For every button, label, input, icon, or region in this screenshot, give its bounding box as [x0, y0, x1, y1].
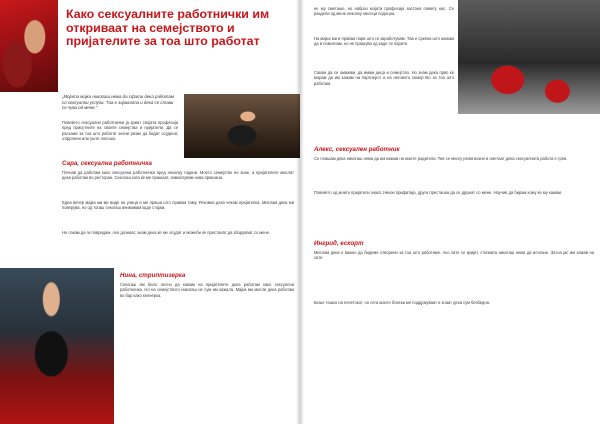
intro-paragraph: Повеќето сексуални работнички ја криат својата професија пред присутните на своите семејства и пријатели. Да се раскаже за тоа што работат значи ризик да бидат осудени, отфрлени или уште полошо.	[62, 120, 178, 141]
lead-quote: „Мојата мајка никогаш нема да сфати дека работам со сексуални услуги. Таа е зајакната и дека се стави се чува од мене.“	[62, 94, 174, 111]
section-heading-sara: Сара, сексуална работничка	[62, 160, 152, 167]
alex-paragraph-1: Се плашам дека никогаш нема да им кажам на моите родители. Тие се многу религиозни и сметаат дека сексуалната работа е грев.	[314, 156, 568, 161]
section-heading-nina: Нина, стриптизерка	[120, 272, 186, 279]
ingrid-paragraph-2: Беше тешко на почетокот, но сега моите блиски ме поддржуваат и знаат дека сум безбедна.	[314, 300, 490, 305]
money-paragraph: На мајка ми и праќам пари што ги заработувам. Таа е среќна што можам да ѝ помогнам, но не прашува од каде се парите.	[314, 36, 454, 47]
portrait-photo	[184, 94, 300, 158]
sara-paragraph-1: Почнав да работам како сексуална работничка пред неколку години. Моето семејство не знае, а пријателите мислат дека работам во ресторан. Секогаш кога ќе ме прашаат, измислувам нова приказна.	[62, 170, 294, 181]
sara-paragraph-2: Една вечер мајка ми ме виде на улица и ме праша што правам таму. Рековна дека чекам пријателка. Мислам дека ми поверува, но од тогаш секогаш внимавам каде стојам.	[62, 200, 294, 211]
section-heading-alex: Алекс, сексуален работник	[314, 146, 400, 153]
article-title: Како сексуалните работнички им откриваат на семејството и пријателите за тоа што работат	[66, 7, 270, 48]
future-paragraph: Сакам да се омажам, да имам деца и семејство. Но знам дека прво ќе морам да им кажам на партнерот и на неговото семејство за тоа што работам.	[314, 70, 454, 86]
continued-paragraph: не му сметаше, но набрзо мојата професија застана помеѓу нас. Се раздели од мене неколку месеци подоцна.	[314, 6, 454, 17]
page-fold	[296, 0, 304, 424]
heels-photo	[458, 0, 600, 114]
bottom-photo	[0, 268, 114, 424]
alex-paragraph-2: Повеќето од моите пријатели знаат. Некои прифатија, други престанаа да се дружат со мене. Научив да бирам кому ќе му кажам.	[314, 190, 563, 195]
header-photo	[0, 0, 58, 92]
nina-paragraph: Секогаш им било лесно да кажам на пријателите дека работам како сексуална работничка. Но на семејството никогаш не сум им кажала. Мајка ми мисли дека работам во бар како келнерка.	[120, 282, 294, 298]
sara-paragraph-3: Не сакам да ги повредам. Ако дознаат, знам дека ќе ме осудат и можеби ќе престанат да зборуваат со мене.	[62, 230, 271, 235]
section-heading-ingrid: Ингрид, ескорт	[314, 240, 364, 247]
ingrid-paragraph-1: Мислам дека е важно да бидеме отворени за тоа што работиме. Ако сите се кријат, стигмата никогаш нема да исчезне. Затоа јас им кажав на сите.	[314, 250, 594, 261]
